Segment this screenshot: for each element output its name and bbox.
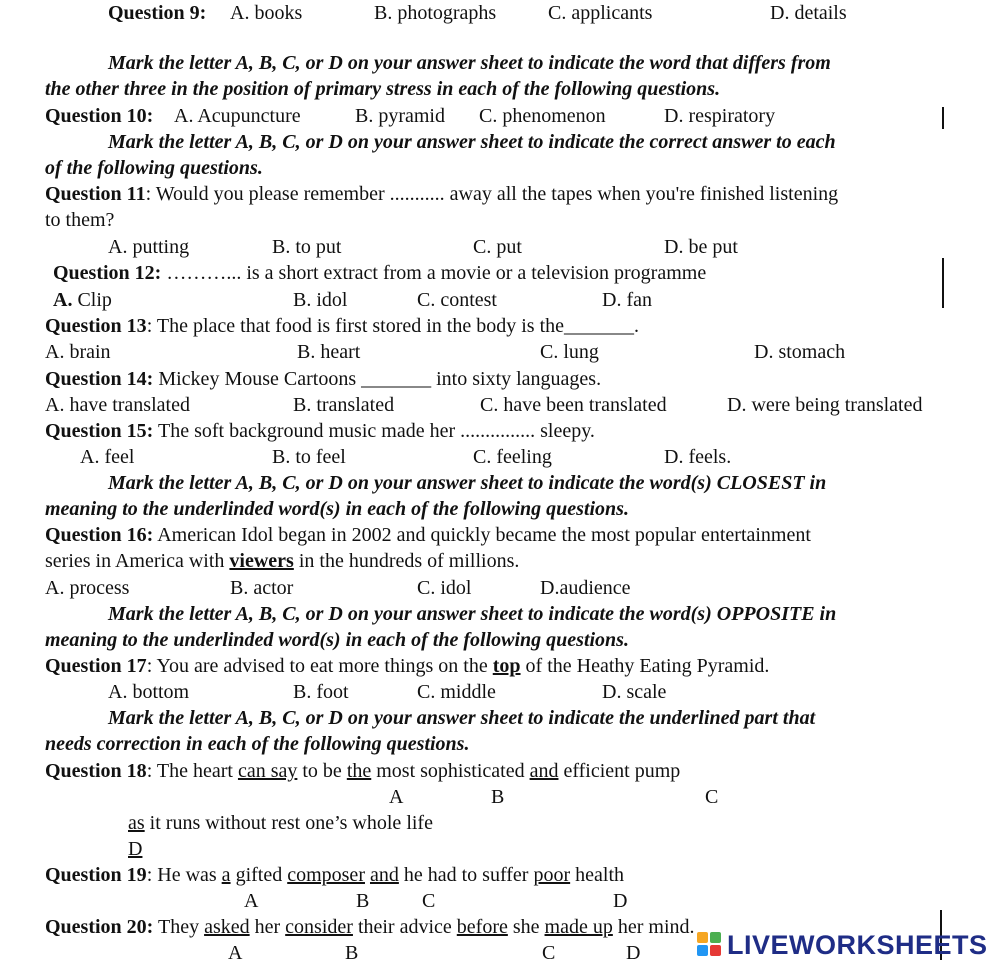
q18-text-5: it runs without rest one’s whole life xyxy=(144,812,433,834)
q18-label: Question 18 xyxy=(45,760,147,782)
q12-option-c: C. contest xyxy=(417,289,497,311)
q12-stem xyxy=(53,260,706,286)
q14-label: Question 14: xyxy=(45,368,154,390)
q19-part-d: poor xyxy=(533,864,571,886)
q14-blank: _______ xyxy=(361,368,432,390)
q14-option-d: D. were being translated xyxy=(727,394,923,416)
q16-text-a: series in America with xyxy=(45,550,230,572)
q19-text-5: health xyxy=(570,864,625,886)
instruction-closest-line2: meaning to the underlinded word(s) in each of the following questions. xyxy=(45,498,629,520)
q19-marker-b: B xyxy=(356,890,370,912)
q12-option-b: B. idol xyxy=(293,289,348,311)
q19-marker-a: A xyxy=(244,890,259,912)
q19-stem xyxy=(45,862,624,888)
q17-text-end: of the Heathy Eating Pyramid. xyxy=(520,655,770,677)
q19-text-1: : He was xyxy=(146,864,222,886)
q18-marker-b: B xyxy=(491,786,505,808)
q20-marker-d: D xyxy=(626,942,641,964)
q14-option-a: A. have translated xyxy=(45,394,190,416)
q15-option-c: C. feeling xyxy=(473,446,552,468)
q15-option-a: A. feel xyxy=(80,446,135,468)
q17-option-c: C. middle xyxy=(417,681,496,703)
q17-option-d: D. scale xyxy=(602,681,667,703)
q17-option-a: A. bottom xyxy=(108,681,190,703)
q19-marker-c: C xyxy=(422,890,436,912)
q18-text-3: most sophisticated xyxy=(371,760,530,782)
q15-text: The soft background music made her ............... sleepy. xyxy=(153,420,595,442)
q13-end: . xyxy=(634,315,640,337)
q9-option-b: B. photographs xyxy=(374,2,497,24)
q11-option-c: C. put xyxy=(473,236,522,258)
q15-option-b: B. to feel xyxy=(272,446,346,468)
q11-option-b: B. to put xyxy=(272,236,342,258)
q18-text-1: : The heart xyxy=(146,760,238,782)
margin-bar xyxy=(942,258,944,308)
q19-marker-d: D xyxy=(613,890,628,912)
q14-text-end: into sixty languages. xyxy=(431,368,602,390)
q9-line xyxy=(108,0,206,26)
q16-option-c: C. idol xyxy=(417,577,472,599)
q16-underlined-word: viewers xyxy=(229,550,294,572)
q18-text-4: efficient pump xyxy=(558,760,681,782)
margin-bar xyxy=(942,107,944,129)
instruction-stress-line1: Mark the letter A, B, C, or D on your answer sheet to indicate the word that differs from xyxy=(108,52,831,74)
q19-text-4: he had to suffer xyxy=(398,864,534,886)
q11-label: Question 11 xyxy=(45,183,146,205)
q18-stem-cont xyxy=(128,810,433,836)
q10-option-a: A. Acupuncture xyxy=(174,105,301,127)
instruction-closest-line1: Mark the letter A, B, C, or D on your answer sheet to indicate the word(s) CLOSEST in xyxy=(108,472,827,494)
q13-option-a: A. brain xyxy=(45,341,111,363)
q20-label: Question 20: xyxy=(45,916,154,938)
q12-option-a xyxy=(53,287,112,313)
q20-marker-c: C xyxy=(542,942,556,964)
q13-label: Question 13 xyxy=(45,315,147,337)
instruction-correct-line1: Mark the letter A, B, C, or D on your answer sheet to indicate the correct answer to each xyxy=(108,131,836,153)
q13-option-c: C. lung xyxy=(540,341,599,363)
q20-part-d: made up xyxy=(544,916,613,938)
q12-option-d: D. fan xyxy=(602,289,652,311)
q18-marker-c: C xyxy=(705,786,719,808)
q9-option-a: A. books xyxy=(230,2,303,24)
q16-text-cont xyxy=(45,548,519,574)
q15-option-d: D. feels. xyxy=(664,446,732,468)
q18-marker-a: A xyxy=(389,786,404,808)
q10-label: Question 10: xyxy=(45,105,154,127)
q20-part-b: consider xyxy=(285,916,353,938)
q14-option-b: B. translated xyxy=(293,394,395,416)
q11-text: : Would you please remember ........... away all the tapes when you're finished listening xyxy=(145,183,839,205)
q13-option-b: B. heart xyxy=(297,341,361,363)
q18-text-2: to be xyxy=(297,760,347,782)
q18-part-a: can say xyxy=(237,760,298,782)
q17-underlined-word: top xyxy=(492,655,521,677)
q16-text: American Idol began in 2002 and quickly became the most popular entertainment xyxy=(153,524,811,546)
q18-part-c: and xyxy=(529,760,559,782)
q16-option-b: B. actor xyxy=(230,577,294,599)
q12-option-a-text: Clip xyxy=(72,289,112,311)
q20-text-2: her xyxy=(249,916,286,938)
instruction-error-line1: Mark the letter A, B, C, or D on your answer sheet to indicate the underlined part that xyxy=(108,707,816,729)
q20-text-1: They xyxy=(153,916,205,938)
q20-text-3: their advice xyxy=(352,916,457,938)
q19-part-c: and xyxy=(369,864,399,886)
liveworksheets-brand: LIVEWORKSHEETS xyxy=(727,930,988,960)
q13-stem xyxy=(45,313,639,339)
q15-stem xyxy=(45,418,595,444)
q11-text-cont: to them? xyxy=(45,209,115,231)
q12-label: Question 12: xyxy=(53,262,162,284)
instruction-error-line2: needs correction in each of the following questions. xyxy=(45,733,470,755)
q14-stem xyxy=(45,366,601,392)
q16-text-b: in the hundreds of millions. xyxy=(293,550,520,572)
q20-marker-b: B xyxy=(345,942,359,964)
q18-stem xyxy=(45,758,680,784)
q12-option-a-letter: A. xyxy=(53,289,73,311)
instruction-stress-line2: the other three in the position of primary stress in each of the following questions. xyxy=(45,78,721,100)
q14-option-c: C. have been translated xyxy=(480,394,667,416)
q20-stem xyxy=(45,914,695,940)
q10-line xyxy=(45,103,153,129)
q16-option-a: A. process xyxy=(45,577,130,599)
q19-label: Question 19 xyxy=(45,864,147,886)
q12-text: ………... is a short extract from a movie or a television programme xyxy=(161,262,707,284)
q10-option-c: C. phenomenon xyxy=(479,105,606,127)
q13-text: : The place that food is first stored in the body is the xyxy=(146,315,565,337)
q19-text-2: gifted xyxy=(230,864,288,886)
q15-label: Question 15: xyxy=(45,420,154,442)
q9-option-c: C. applicants xyxy=(548,2,653,24)
instruction-opposite-line2: meaning to the underlinded word(s) in each of the following questions. xyxy=(45,629,629,651)
q9-label: Question 9: xyxy=(108,2,207,24)
q16-stem xyxy=(45,522,811,548)
q14-text: Mickey Mouse Cartoons xyxy=(153,368,362,390)
q20-marker-a: A xyxy=(228,942,243,964)
liveworksheets-logo xyxy=(697,928,988,962)
liveworksheets-logo-icon xyxy=(697,932,723,958)
q20-text-5: her mind. xyxy=(612,916,695,938)
instruction-opposite-line1: Mark the letter A, B, C, or D on your answer sheet to indicate the word(s) OPPOSITE in xyxy=(108,603,837,625)
q20-part-a: asked xyxy=(204,916,250,938)
q20-part-c: before xyxy=(456,916,508,938)
q10-option-d: D. respiratory xyxy=(664,105,776,127)
q18-part-d: as xyxy=(128,812,145,834)
q17-text: : You are advised to eat more things on the xyxy=(146,655,493,677)
q18-part-b: the xyxy=(346,760,372,782)
q9-option-d: D. details xyxy=(770,2,847,24)
q11-option-a: A. putting xyxy=(108,236,190,258)
q17-option-b: B. foot xyxy=(293,681,349,703)
q16-label: Question 16: xyxy=(45,524,154,546)
q17-stem xyxy=(45,653,769,679)
q11-stem xyxy=(45,181,838,207)
instruction-correct-line2: of the following questions. xyxy=(45,157,263,179)
q16-option-d: D.audience xyxy=(540,577,631,599)
q10-option-b: B. pyramid xyxy=(355,105,445,127)
q11-option-d: D. be put xyxy=(664,236,738,258)
q13-option-d: D. stomach xyxy=(754,341,846,363)
q17-label: Question 17 xyxy=(45,655,147,677)
q19-part-b: composer xyxy=(287,864,365,886)
q19-part-a: a xyxy=(221,864,231,886)
q20-text-4: she xyxy=(507,916,545,938)
q18-marker-d: D xyxy=(128,838,143,860)
q13-blank: _______ xyxy=(564,315,635,337)
